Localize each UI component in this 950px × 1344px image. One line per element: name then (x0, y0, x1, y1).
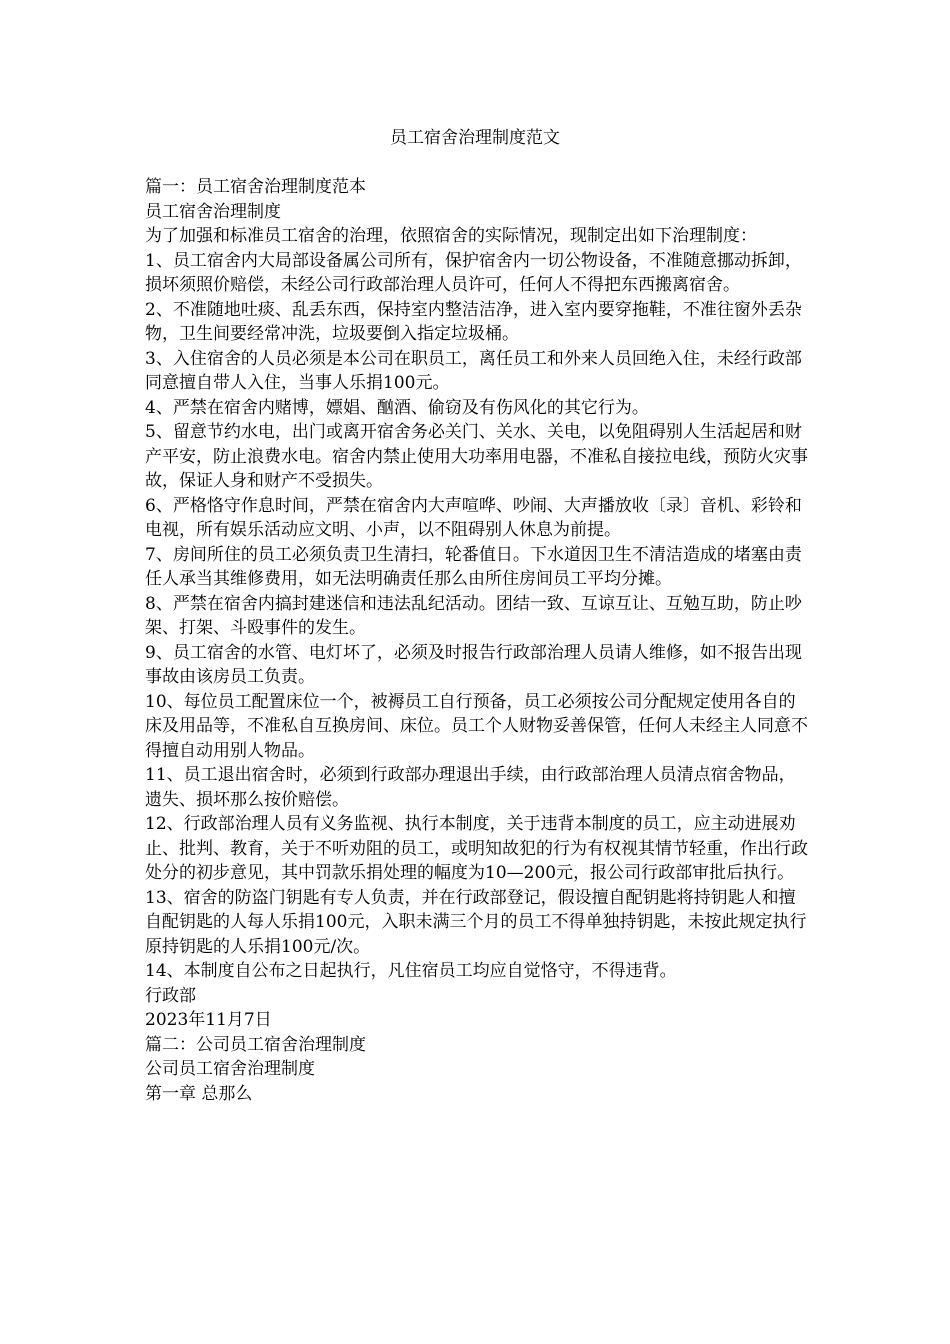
rule-item: 5、留意节约水电，出门或离开宿舍务必关门、关水、关电，以免阻碍别人生活起居和财产平安，防止浪费水电。宿舍内禁止使用大功率用电器，不准私自接拉电线，预防火灾事故，保证人身和财产不受损失。 (145, 422, 808, 491)
document-title: 员工宿舍治理制度范文 (390, 128, 560, 148)
document-body (145, 175, 810, 1106)
rule-item: 14、本制度自公布之日起执行，凡住宿员工均应自觉恪守，不得违背。 (145, 961, 677, 981)
section-heading: 篇一：员工宿舍治理制度范本 (145, 177, 366, 197)
rule-item: 6、严格恪守作息时间，严禁在宿舍内大声喧哗、吵闹、大声播放收〔录〕音机、彩铃和电视，所有娱乐活动应文明、小声，以不阻碍别人休息为前提。 (145, 495, 802, 540)
signature-date: 2023年11月7日 (145, 1010, 272, 1030)
rule-item: 8、严禁在宿舍内搞封建迷信和违法乱纪活动。团结一致、互谅互让、互勉互助，防止吵架、打架、斗殴事件的发生。 (145, 593, 802, 638)
rule-item: 10、每位员工配置床位一个，被褥员工自行预备，员工必须按公司分配规定使用各自的床及用品等，不准私自互换房间、床位。员工个人财物妥善保管，任何人未经主人同意不得擅自动用别人物品。 (145, 691, 808, 761)
chapter-heading: 第一章 总那么 (145, 1083, 253, 1104)
section-heading: 篇二：公司员工宿舍治理制度 (145, 1034, 366, 1055)
rule-item: 1、员工宿舍内大局部设备属公司所有，保护宿舍内一切公物设备，不准随意挪动拆卸，损坏须照价赔偿，未经公司行政部治理人员许可，任何人不得把东西搬离宿舍。 (145, 250, 802, 295)
rule-item: 4、严禁在宿舍内赌博，嫖娼、酗酒、偷窃及有伤风化的其它行为。 (145, 397, 649, 418)
subheading: 公司员工宿舍治理制度 (145, 1059, 315, 1079)
rule-item: 11、员工退出宿舍时，必须到行政部办理退出手续，由行政部治理人员清点宿舍物品，遗失、损坏那么按价赔偿。 (145, 765, 796, 810)
signature-department: 行政部 (145, 985, 196, 1006)
rule-item: 12、行政部治理人员有义务监视、执行本制度，关于违背本制度的员工，应主动进展劝止、批判、教育，关于不听劝阻的员工，或明知故犯的行为有权视其情节轻重，作出行政处分的初步意见，其中罚款乐捐处理的幅度为10—200元，报公司行政部审批后执行。 (145, 814, 808, 883)
rule-item: 13、宿舍的防盗门钥匙有专人负责，并在行政部登记，假设擅自配钥匙将持钥匙人和擅自配钥匙的人每人乐捐100元，入职未满三个月的员工不得单独持钥匙，未按此规定执行原持钥匙的人乐捐100元/次。 (145, 887, 807, 957)
rule-item: 2、不准随地吐痰、乱丢东西，保持室内整洁洁净，进入室内要穿拖鞋，不准往窗外丢杂物，卫生间要经常冲洗，垃圾要倒入指定垃圾桶。 (145, 299, 802, 344)
paragraph: 为了加强和标准员工宿舍的治理，依照宿舍的实际情况，现制定出如下治理制度： (145, 226, 757, 246)
rule-item: 9、员工宿舍的水管、电灯坏了，必须及时报告行政部治理人员请人维修，如不报告出现事故由该房员工负责。 (145, 642, 802, 687)
rule-item: 7、房间所住的员工必须负责卫生清扫，轮番值日。下水道因卫生不清洁造成的堵塞由责任人承当其维修费用，如无法明确责任那么由所住房间员工平均分摊。 (145, 544, 802, 589)
subheading: 员工宿舍治理制度 (145, 201, 281, 222)
rule-item: 3、入住宿舍的人员必须是本公司在职员工，离任员工和外来人员回绝入住，未经行政部同意擅自带人入住，当事人乐捐100元。 (145, 348, 802, 393)
